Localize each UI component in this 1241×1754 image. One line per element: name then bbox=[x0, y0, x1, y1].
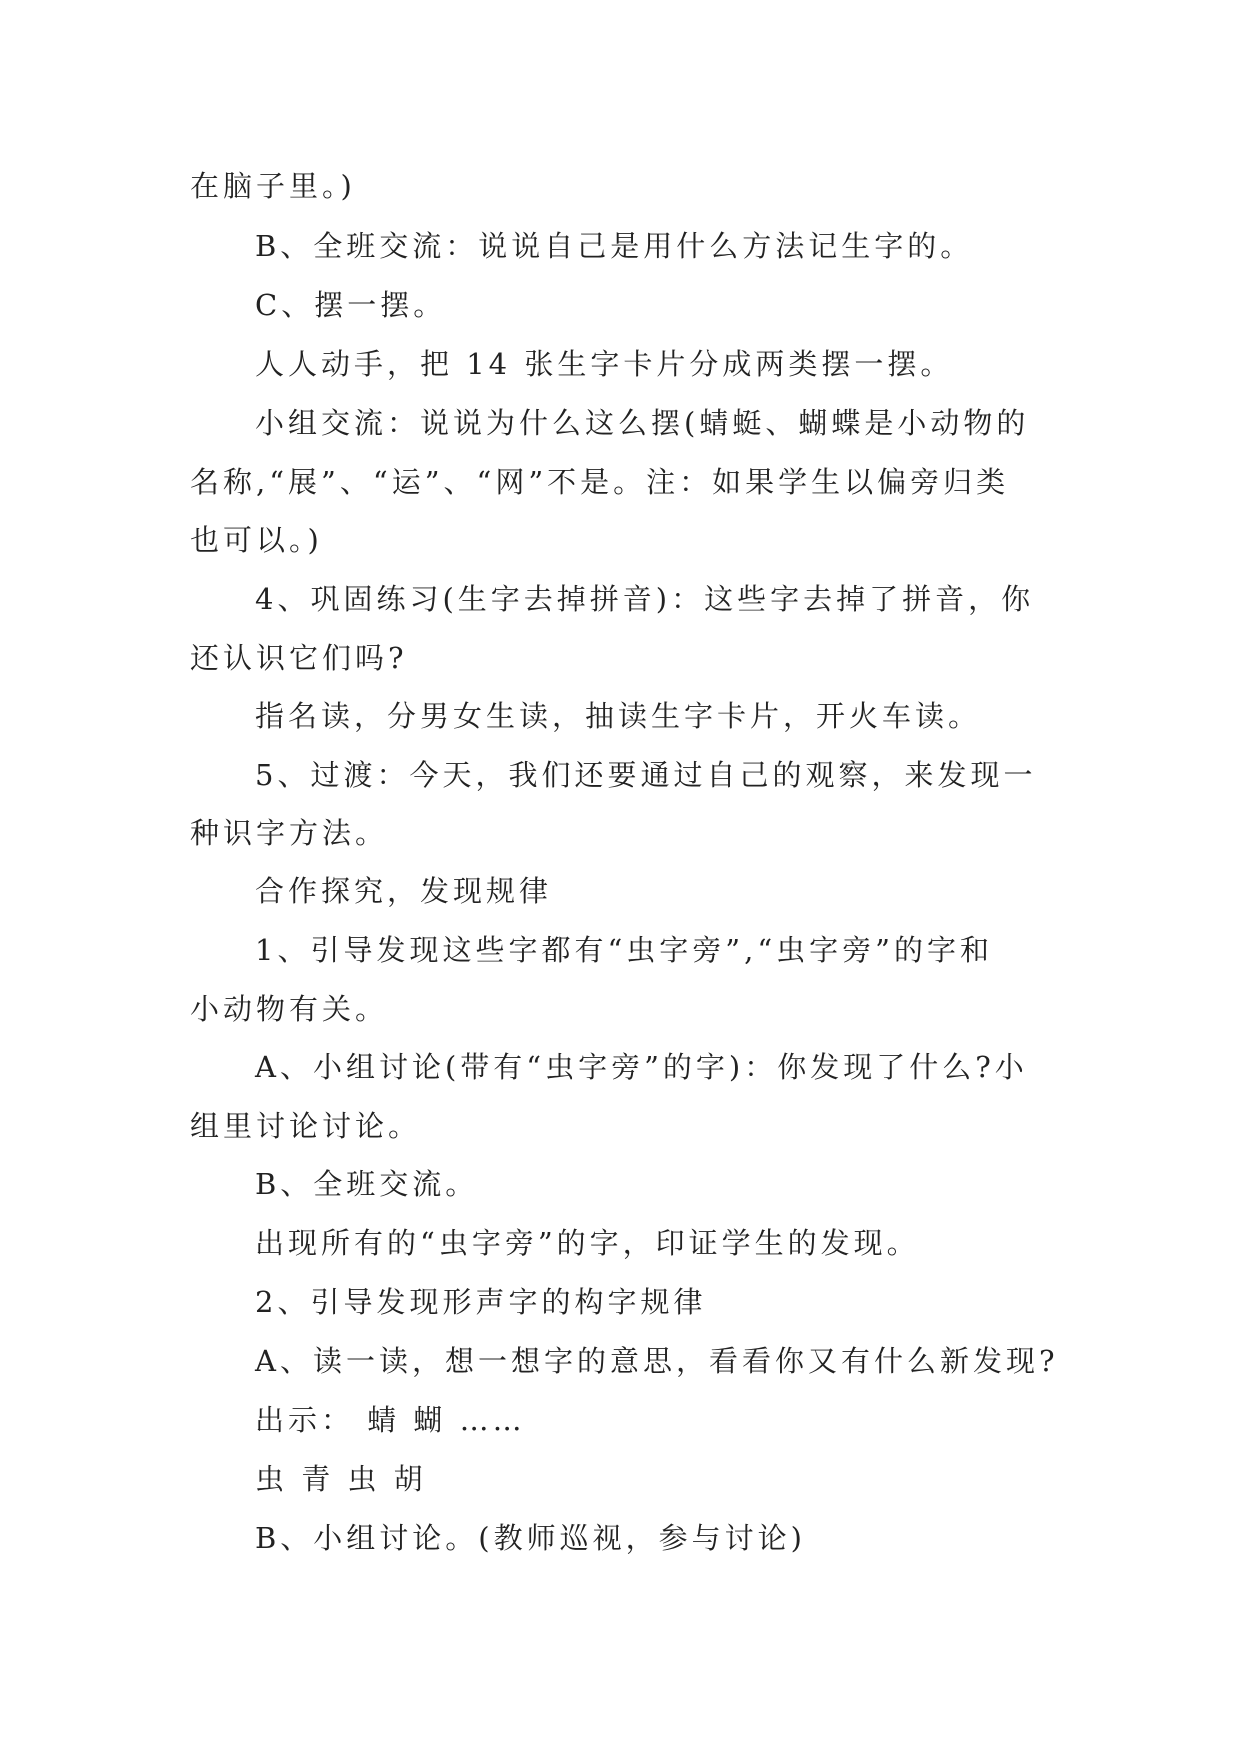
text-line: 也可以。) bbox=[190, 523, 323, 557]
text-line: C、摆一摆。 bbox=[255, 288, 447, 322]
text-line: 人人动手，把 14 张生字卡片分成两类摆一摆。 bbox=[255, 347, 954, 381]
text-line: 小组交流：说说为什么这么摆(蜻蜓、蝴蝶是小动物的 bbox=[255, 406, 1030, 440]
text-line: 出现所有的“虫字旁”的字，印证学生的发现。 bbox=[255, 1226, 920, 1260]
text-line: 4、巩固练习(生字去掉拼音)：这些字去掉了拼音，你 bbox=[255, 582, 1035, 616]
text-line: 5、过渡：今天，我们还要通过自己的观察，来发现一 bbox=[255, 758, 1037, 792]
text-line: 1、引导发现这些字都有“虫字旁”,“虫字旁”的字和 bbox=[255, 933, 993, 967]
text-line: 组里讨论讨论。 bbox=[190, 1109, 422, 1143]
text-line: B、小组讨论。(教师巡视，参与讨论) bbox=[255, 1521, 806, 1555]
text-line: 指名读，分男女生读，抽读生字卡片，开火车读。 bbox=[255, 699, 982, 733]
text-line: 虫 青 虫 胡 bbox=[255, 1462, 427, 1496]
text-line: 种识字方法。 bbox=[190, 816, 389, 850]
text-line: 2、引导发现形声字的构字规律 bbox=[255, 1285, 707, 1319]
text-line: 名称,“展”、“运”、“网”不是。注：如果学生以偏旁归类 bbox=[190, 465, 1010, 499]
text-line: 出示： 蜻 蝴 …… bbox=[255, 1403, 526, 1437]
text-line: A、小组讨论(带有“虫字旁”的字)：你发现了什么?小 bbox=[255, 1050, 1028, 1084]
text-line: B、全班交流。 bbox=[255, 1167, 479, 1201]
text-line: 还认识它们吗? bbox=[190, 641, 408, 675]
text-line: 在脑子里。) bbox=[190, 169, 356, 203]
section-heading: 合作探究，发现规律 bbox=[255, 874, 553, 908]
text-line: 小动物有关。 bbox=[190, 992, 389, 1026]
text-line: B、全班交流：说说自己是用什么方法记生字的。 bbox=[255, 229, 974, 263]
text-line: A、读一读，想一想字的意思，看看你又有什么新发现? bbox=[255, 1344, 1059, 1378]
